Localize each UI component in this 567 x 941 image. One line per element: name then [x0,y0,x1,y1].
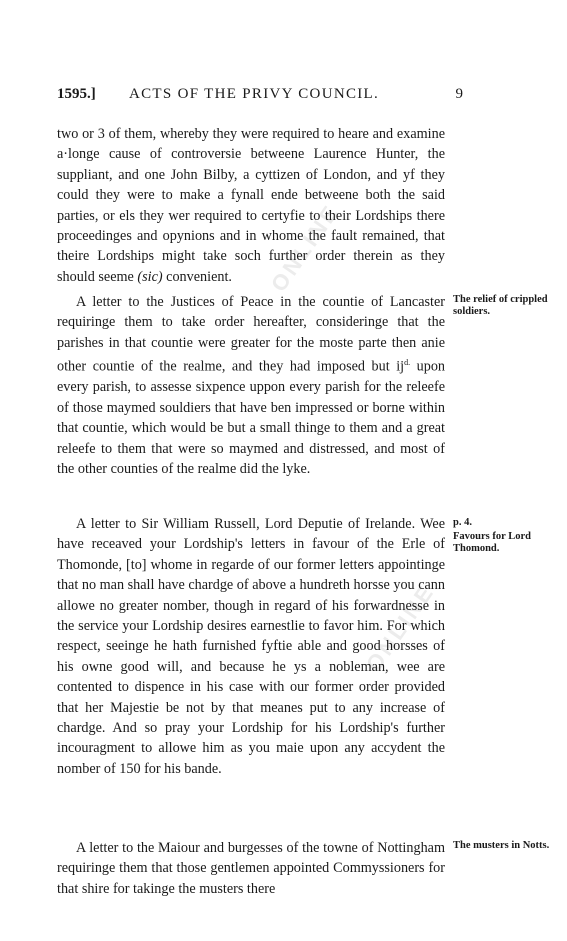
paragraph-text: A letter to Sir William Russell, Lord Deputie of Irelande. Wee have receaved your Lordship's letters in favour of the Erle of Thomonde, [to] whome in regarde of our former letters appointinge that no man shall have chardge of above a hundreth horsse you cann allowe no greater nomber, though in regard of his forwardnesse in the service your Lordship desires earnestlie to favor him. For which respect, seeinge he hath furnished fyftie able and good horsses of his owne good will, and because he ys a nobleman, wee are contented to dispence in his case with our former order provided that her Majestie be not by that meanes put to any increase of chardge. And so pray your Lordship for his Lordship's further incouragment to allowe him as you maie upon any accydent the nomber of 150 for his bande. [57,516,445,777]
paragraph-lancaster-letter [57,292,445,479]
watermark: ONLINE [265,199,345,297]
sic-mark: (sic) [137,268,163,285]
margin-page-ref: p. 4. [453,517,472,528]
margin-note-thomond: Favours for Lord Thomond. [453,531,531,554]
margin-note-musters: The musters in Notts. [453,840,550,851]
superscript: d. [404,358,411,368]
margin-note-relief: The relief of crippled soldiers. [453,294,548,317]
paragraph-text: upon every parish, to assesse sixpence uppon every parish for the releefe of those maymed souldiers that have ben impressed or borne within that countie, which would be but a small thinge to them and a great releefe to them that were so maymed and distressed, and most of the other counties of the realme did the lyke. [57,358,446,477]
paragraph-text: two or 3 of them, whereby they were required to heare and examine a·longe cause of controversie betweene Laurence Hunter, the suppliant, and one John Bilby, a cyttizen of London, and yf they could they were to make a fynall ende betweene both the said parties, or els they wer required to certyfie to their Lordships there proceedinges and opynions and in whome the fault remained, that theire Lordships might take soch further order therein as they should seeme [57,126,445,285]
paragraph-russell-letter [57,514,445,779]
paragraph-text: A letter to the Justices of Peace in the countie of Lancaster requiringe them to take order hereafter, consideringe that the parishes in that countie were greater for the moste parte then anie other countie of the realme, and they had imposed but ij [57,294,445,375]
paragraph-text: A letter to the Maiour and burgesses of the towne of Nottingham requiringe them that those gentlemen appointed Commyssioners for that shire for takinge the musters there [57,840,445,897]
header-year: 1595.] [57,86,96,102]
paragraph-text: convenient. [162,268,232,285]
watermark: ONLINE [360,579,440,677]
paragraph-continuation [57,124,445,287]
paragraph-nottingham-letter [57,838,445,899]
page-number: 9 [455,86,463,102]
running-header [57,86,463,108]
header-title: ACTS OF THE PRIVY COUNCIL. [129,86,380,102]
